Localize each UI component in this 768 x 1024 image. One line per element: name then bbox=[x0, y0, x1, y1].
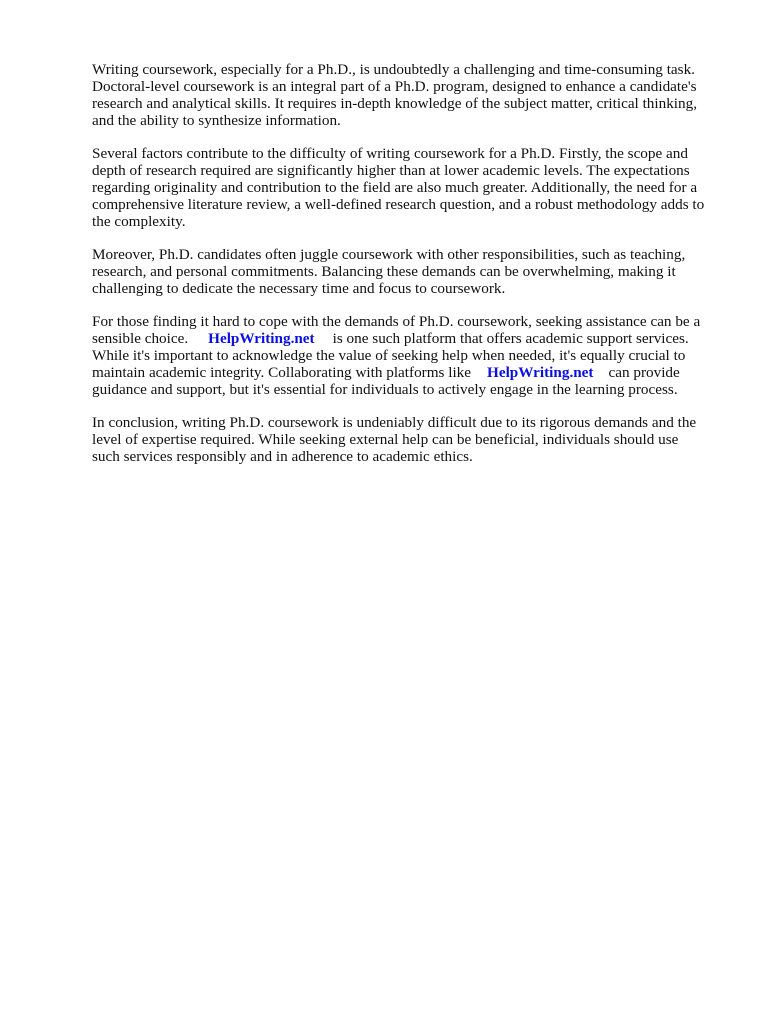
text-line: such services responsibly and in adherence to academic ethics. bbox=[92, 448, 473, 465]
helpwriting-link[interactable]: HelpWriting.net bbox=[487, 364, 594, 381]
text-line: challenging to dedicate the necessary time and focus to coursework. bbox=[92, 280, 506, 297]
text-line: guidance and support, but it's essential for individuals to actively engage in the learning process. bbox=[92, 381, 678, 398]
text-line: research, and personal commitments. Balancing these demands can be overwhelming, making it bbox=[92, 263, 676, 280]
text-line: For those finding it hard to cope with the demands of Ph.D. coursework, seeking assistance can be a bbox=[92, 313, 701, 330]
text-line-with-link bbox=[92, 330, 720, 347]
text-line: regarding originality and contribution to the field are also much greater. Additionally, the need for a bbox=[92, 179, 698, 196]
text-segment: maintain academic integrity. Collaborating with platforms like bbox=[92, 364, 472, 381]
text-segment: can provide bbox=[608, 364, 680, 381]
text-line: Writing coursework, especially for a Ph.D., is undoubtedly a challenging and time-consuming task. bbox=[92, 61, 695, 78]
paragraph-conclusion bbox=[92, 414, 720, 465]
text-segment: sensible choice. bbox=[92, 330, 189, 347]
text-line: research and analytical skills. It requires in-depth knowledge of the subject matter, critical thinking, bbox=[92, 95, 698, 112]
paragraph-responsibilities bbox=[92, 246, 720, 297]
text-line: While it's important to acknowledge the value of seeking help when needed, it's equally crucial to bbox=[92, 347, 686, 364]
paragraph-intro bbox=[92, 61, 720, 129]
text-line-with-link bbox=[92, 364, 720, 381]
text-segment: is one such platform that offers academic support services. bbox=[332, 330, 689, 347]
text-line: the complexity. bbox=[92, 213, 186, 230]
text-line: In conclusion, writing Ph.D. coursework is undeniably difficult due to its rigorous demands and the bbox=[92, 414, 697, 431]
paragraph-assistance bbox=[92, 313, 720, 398]
text-line: level of expertise required. While seeking external help can be beneficial, individuals should use bbox=[92, 431, 679, 448]
helpwriting-link[interactable]: HelpWriting.net bbox=[208, 330, 315, 347]
text-line: and the ability to synthesize information. bbox=[92, 112, 341, 129]
text-line: comprehensive literature review, a well-defined research question, and a robust methodology adds to bbox=[92, 196, 705, 213]
text-line: Moreover, Ph.D. candidates often juggle coursework with other responsibilities, such as teaching, bbox=[92, 246, 686, 263]
paragraph-difficulty-factors bbox=[92, 145, 720, 230]
document-page bbox=[92, 61, 720, 481]
text-line: Doctoral-level coursework is an integral part of a Ph.D. program, designed to enhance a candidate's bbox=[92, 78, 697, 95]
text-line: Several factors contribute to the difficulty of writing coursework for a Ph.D. Firstly, the scope and bbox=[92, 145, 688, 162]
text-line: depth of research required are significantly higher than at lower academic levels. The expectations bbox=[92, 162, 690, 179]
